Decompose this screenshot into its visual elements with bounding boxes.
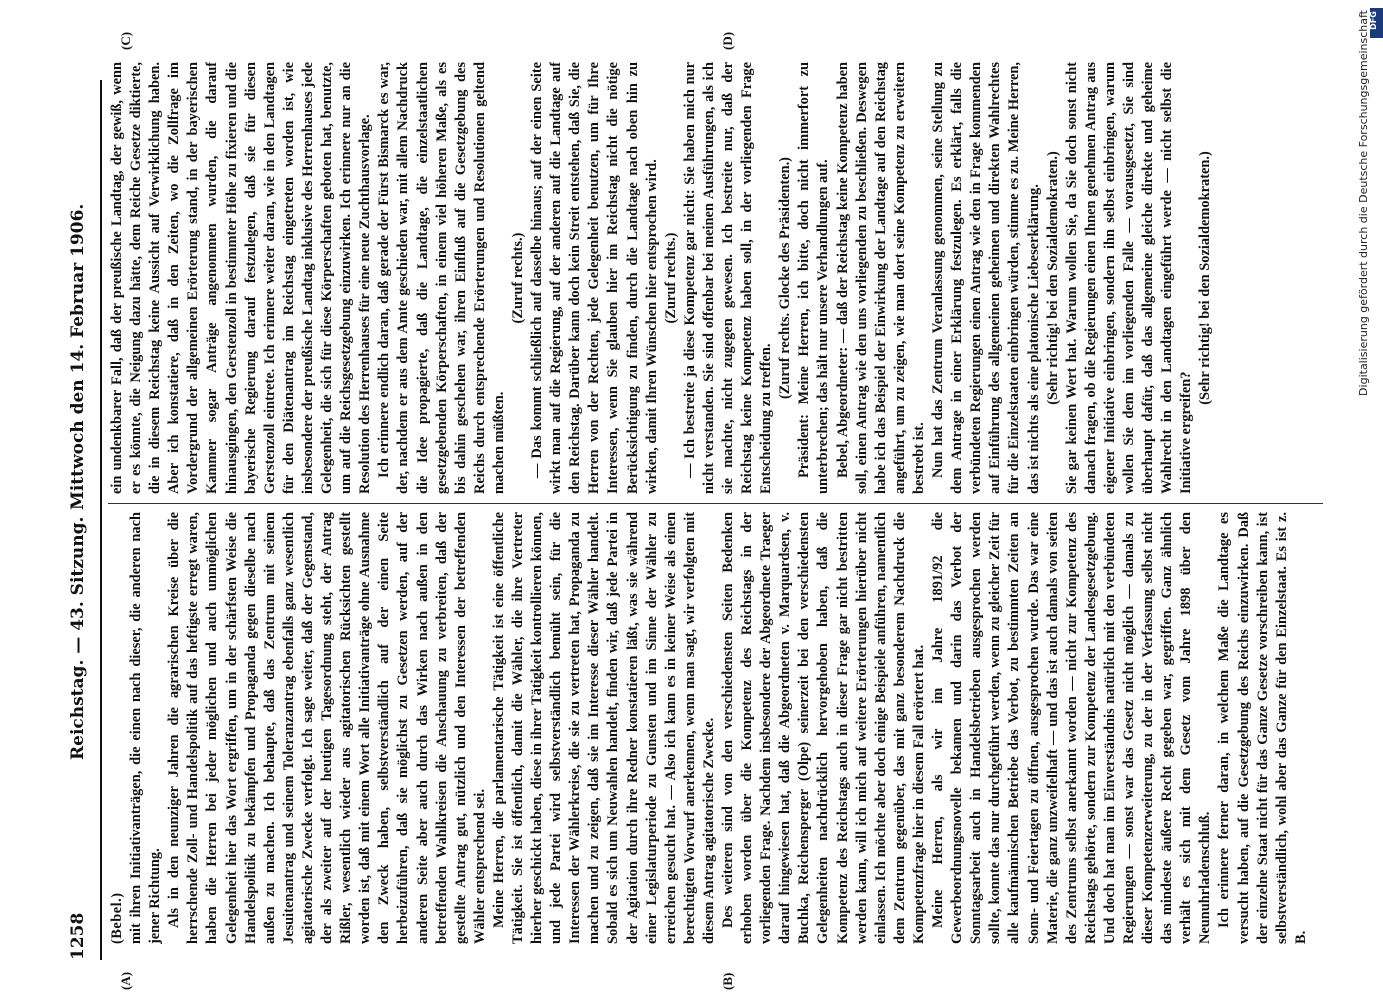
dfg-logo — [1370, 8, 1383, 38]
paragraph: Nun hat das Zentrum Veranlassung genommen, seine Stellung zu dem Antrage in einer Erklärung festzulegen. Es erklärt, falls die verbündeten Regierungen einen Antrag wie den in Frage kommenden auf Einführung des allgemeinen geheimen und direkten Wahlrechtes für die Einzelstaaten einbringen würden, stimme es zu. Meine Herren, das ist nichts als eine platonische Liebeserklärung. — [930, 62, 1042, 494]
paragraph: Ich erinnere ferner daran, in welchem Maße die Landtage es versucht haben, auf die Gesetzgebung des Reichs einzuwirken. Daß der einzelne Staat nicht für das Ganze Gesetze vorschreiben kann, ist selbstverständlich, wohl aber das Ganze für den Einzelstaat. Es ist z. B. — [1216, 512, 1309, 944]
header-rule — [100, 80, 102, 960]
paragraph: Meine Herren, die parlamentarische Tätigkeit ist eine öffentliche Tätigkeit. Sie ist öffentlich, damit die Wähler, die ihre Vertreter hierher geschickt haben, diese in ihrer Tätigkeit kontrollieren können, und jede Partei wird selbstverständlich bemüht sein, für die Interessen der Wählerkreise, die sie zu vertreten hat, Propaganda zu machen und zu zeigen, daß sie im Interesse dieser Wähler handelt. Sobald es sich um Neuwahlen handelt, finden wir, daß jede Partei in der Agitation durch ihre Redner konstatieren läßt, was sie während einer Legislaturperiode zu Gunsten und im Sinne der Wähler zu erreichen gesucht hat. — Also ich kann es in keiner Weise als einen berechtigten Vorwurf anerkennen, wenn man sagt, wir verfolgten mit diesem Antrag agitatorische Zwecke. — [490, 512, 717, 944]
dfg-logo-text: DFG — [1368, 11, 1378, 30]
page-header — [60, 80, 90, 960]
paragraph: — Das kommt schließlich auf dasselbe hinaus; auf der einen Seite wirkt man auf die Regierung, auf der anderen auf die Landtage auf den Reichstag. Darüber kann doch kein Streit entstehen, daß Sie, die Herren von der Rechten, jede Gelegenheit benutzen, um für Ihre Interessen, wenn Sie glauben hier im Reichstag nicht die nötige Berücksichtigung zu finden, durch die Landtage nach oben hin zu wirken, damit Ihren Wünschen hier entsprochen wird. — [529, 62, 660, 494]
session-date: Mittwoch den 14. Februar 1906. — [68, 203, 88, 510]
margin-mark-c: (C) — [118, 31, 133, 50]
paragraph: ein undenkbarer Fall, daß der preußische Landtag, der gewiß, wenn er es könnte, die Neigung dazu hätte, dem Reiche Gesetze diktierte, die in diesem Reichstag keine Aussicht auf Verwirklichung haben. Aber ich konstatiere, daß in den Zeiten, wo die Zollfrage im Vordergrund der allgemeinen Erörterung stand, in der bayerischen Kammer sogar Anträge angenommen wurden, die darauf hinausgingen, den Gerstenzoll in bestimmter Höhe zu fixieren und die bayerische Regierung darauf festzulegen, daß sie für diesen Gerstenzoll eintrete. Ich erinnere weiter daran, wie in den Landtagen für den Diätenantrag im Reichstag eingetreten worden ist, wie insbesondere der preußische Landtag inklusive des Herrenhauses jede Gelegenheit, die sich für diese Körperschaften geboten hat, benutzte, um auf die Reichsgesetzgebung einzuwirken. Ich erinnere nur an die Resolution des Herrenhauses für eine neue Zuchthausvorlage. — [109, 62, 374, 494]
paragraph: Des weiteren sind von den verschiedensten Seiten Bedenken erhoben worden über die Kompetenz des Reichstags in der vorliegenden Frage. Nachdem insbesondere der Abgeordnete Traeger darauf hingewiesen hat, daß die Abgeordneten v. Marquardsen, v. Buchka, Reichensperger (Olpe) seinerzeit bei den verschiedensten Gelegenheiten nachdrücklich hervorgehoben haben, daß die Kompetenz des Reichstags auch in dieser Frage gar nicht bestritten werden kann, will ich mich auf weitere Erörterungen hierüber nicht einlassen. Ich möchte aber doch einige Beispiele anführen, namentlich dem Zentrum gegenüber, das mit ganz besonderem Nachdruck die Kompetenzfrage hier in diesem Fall erörtert hat. — [720, 512, 927, 944]
interjection: (Sehr richtig! bei den Sozialdemokraten.) — [1044, 151, 1061, 405]
left-column — [108, 512, 1323, 944]
page-number: 1258 — [68, 912, 88, 960]
margin-mark-b: (B) — [720, 972, 735, 990]
digitization-note-text: Digitalisierung gefördert durch die Deutsche Forschungsgemeinschaft — [1357, 10, 1370, 396]
session-title: Reichstag. — 43. Sitzung. — [68, 516, 88, 760]
paragraph: Sie gar keinen Wert hat. Warum wollen Sie, da Sie doch sonst nicht danach fragen, ob die Regierungen einen Ihnen genehmen Antrag aus eigener Initiative einbringen, sondern ihn selbst einbringen, warum wollen Sie dem im vorliegenden Falle — vorausgesetzt, Sie sind überhaupt dafür, daß das allgemeine gleiche direkte und geheime Wahlrecht in den Landtagen eingeführt werde — nicht selbst die Initiative ergreifen? — [1063, 62, 1195, 494]
paragraph: Bebel, Abgeordneter: — daß der Reichstag keine Kompetenz haben soll, einen Antrag wie den uns vorliegenden zu beschließen. Deswegen habe ich das Beispiel der Einwirkung der Landtage auf den Reichstag angeführt, um zu zeigen, wie man dort seine Kompetenz zu erweitern bestrebt ist. — [834, 62, 927, 494]
paragraph: Präsident: Meine Herren, ich bitte, doch nicht immerfort zu unterbrechen; das hält nur unsere Verhandlungen auf. — [796, 62, 832, 494]
interjection: (Zuruf rechts.) — [662, 232, 679, 324]
paragraph: Ich erinnere endlich daran, daß gerade der Fürst Bismarck es war, der, nachdem er aus dem Amte geschieden war, mit allem Nachdruck die Idee propagierte, daß die Landtage, die einzelstaatlichen gesetzgebenden Körperschaften, in einem viel höheren Maße, als es bis dahin geschehen war, ihren Einfluß auf die Gesetzgebung des Reichs durch entsprechende Erörterungen und Resolutionen geltend machen müßten. — [376, 62, 507, 494]
right-column — [108, 62, 1323, 494]
digitization-note — [1350, 10, 1374, 530]
margin-mark-a: (A) — [118, 971, 133, 990]
paragraph: — Ich bestreite ja diese Kompetenz gar nicht: Sie haben mich nur nicht verstanden. Sie sind offenbar bei meinen Ausführungen, als ich sie machte, nicht zugegen gewesen. Ich bestreite nur, daß der Reichstag keine Kompetenz haben soll, in der vorliegenden Frage Entscheidung zu treffen. — [681, 62, 775, 494]
paragraph: Meine Herren, als wir im Jahre 1891/92 die Gewerbeordnungsnovelle bekamen und darin das Verbot der Sonntagsarbeit auch in Handelsbetrieben ausgesprochen werden sollte, konnte das nur durchgeführt werden, wenn zu gleicher Zeit für alle kaufmännischen Betriebe das Verbot, zu bestimmten Zeiten an Sonn- und Feiertagen zu öffnen, ausgesprochen wurde. Das war eine Materie, die ganz unzweifelhaft — und das ist auch damals von seiten des Zentrums selbst anerkannt worden — nicht zur Kompetenz des Reichstags gehörte, sondern zur Kompetenz der Landesgesetzgebung. Und doch hat man im Einverständnis natürlich mit den verbündeten Regierungen — sonst war das Gesetz nicht möglich — damals zu dieser Kompetenzerweiterung, zu der in der Verfassung selbst nicht das mindeste äußere Recht gegeben war, gegriffen. Ganz ähnlich verhält es sich mit dem Gesetz vom Jahre 1898 über den Neunuhrladenschluß. — [930, 512, 1214, 944]
paragraph: mit ihren Initiativanträgen, die einen nach dieser, die anderen nach jener Richtung. — [128, 512, 164, 944]
interjection: (Zuruf rechts.) — [509, 232, 526, 324]
interjection: (Zuruf rechts. Glocke des Präsidenten.) — [777, 157, 794, 399]
column-divider — [108, 503, 1323, 504]
speaker-tag: (Bebel.) — [109, 892, 125, 944]
paragraph: Als in den neunziger Jahren die agrarischen Kreise über die herrschende Zoll- und Handelspolitik auf das heftigste erregt waren, haben die Herren bei jeder möglichen und auch unmöglichen Gelegenheit hier das Wort ergriffen, um in der schärfsten Weise die Handelspolitik zu bekämpfen und Propaganda gegen dieselbe nach außen zu machen. Ich behaupte, daß das Zentrum mit seinem Jesuitenantrag und seinem Toleranzantrag ebenfalls ganz wesentlich agitatorische Zwecke verfolgt. Ich sage weiter, daß der Gegenstand, der als zweiter auf der heutigen Tagesordnung steht, der Antrag Rißler, wesentlich wieder aus agitatorischen Rücksichten gestellt worden ist, daß mit einem Wort alle Initiativanträge ohne Ausnahme den Zweck haben, selbstverständlich auf der einen Seite herbeizuführen, daß sie möglichst zu Gesetzen werden, auf der anderen Seite aber auch durch das Wirken nach außen in den betreffenden Wahlkreisen die Anschauung zu verbreiten, daß der gestellte Antrag gut, nützlich und den Interessen der betreffenden Wähler entsprechend sei. — [166, 512, 488, 944]
margin-mark-d: (D) — [720, 31, 735, 50]
interjection: (Sehr richtig! bei den Sozialdemokraten.) — [1197, 151, 1214, 405]
